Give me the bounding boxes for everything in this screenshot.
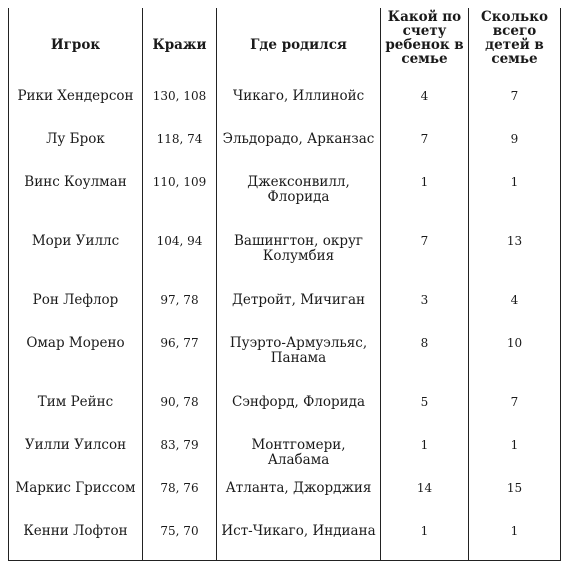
siblings-total-value: 7: [469, 82, 561, 125]
birthplace-value: Вашингтон, округ Колумбия: [217, 227, 381, 286]
birthplace-value: Сэнфорд, Флорида: [217, 388, 381, 431]
table-row: [9, 388, 561, 431]
steals-value: 90, 78: [143, 388, 217, 431]
birth-order-value: 1: [381, 517, 469, 561]
table-row: [9, 227, 561, 286]
steals-value: 97, 78: [143, 286, 217, 329]
players-table: [8, 8, 561, 561]
header-player: Игрок: [9, 8, 143, 82]
player-name: Омар Морено: [9, 329, 143, 388]
siblings-total-value: 1: [469, 517, 561, 561]
birthplace-value: Эльдорадо, Арканзас: [217, 125, 381, 168]
siblings-total-value: 15: [469, 474, 561, 517]
steals-value: 96, 77: [143, 329, 217, 388]
player-name: Маркис Гриссом: [9, 474, 143, 517]
steals-value: 130, 108: [143, 82, 217, 125]
table-row: [9, 125, 561, 168]
player-name: Уилли Уилсон: [9, 431, 143, 474]
header-steals: Кражи: [143, 8, 217, 82]
player-name: Лу Брок: [9, 125, 143, 168]
table-row: [9, 517, 561, 561]
birth-order-value: 14: [381, 474, 469, 517]
siblings-total-value: 7: [469, 388, 561, 431]
header-row: [9, 8, 561, 82]
birthplace-value: Пуэрто-Армуэльяс, Панама: [217, 329, 381, 388]
birthplace-value: Ист-Чикаго, Индиана: [217, 517, 381, 561]
siblings-total-value: 1: [469, 168, 561, 227]
birth-order-value: 4: [381, 82, 469, 125]
birth-order-value: 1: [381, 431, 469, 474]
birthplace-value: Монтгомери, Алабама: [217, 431, 381, 474]
steals-value: 104, 94: [143, 227, 217, 286]
table-row: [9, 286, 561, 329]
siblings-total-value: 9: [469, 125, 561, 168]
siblings-total-value: 13: [469, 227, 561, 286]
birth-order-value: 7: [381, 125, 469, 168]
steals-value: 78, 76: [143, 474, 217, 517]
header-siblings-total: Сколько всего детей в семье: [469, 8, 561, 82]
birth-order-value: 3: [381, 286, 469, 329]
table-row: [9, 82, 561, 125]
birth-order-value: 1: [381, 168, 469, 227]
table-row: [9, 168, 561, 227]
header-birthplace: Где родился: [217, 8, 381, 82]
table-row: [9, 474, 561, 517]
steals-value: 83, 79: [143, 431, 217, 474]
birth-order-value: 8: [381, 329, 469, 388]
birthplace-value: Чикаго, Иллинойс: [217, 82, 381, 125]
birth-order-value: 5: [381, 388, 469, 431]
player-name: Рон Лефлор: [9, 286, 143, 329]
player-name: Винс Коулман: [9, 168, 143, 227]
steals-value: 75, 70: [143, 517, 217, 561]
header-birth-order: Какой по счету ребенок в семье: [381, 8, 469, 82]
player-name: Кенни Лофтон: [9, 517, 143, 561]
player-name: Мори Уиллс: [9, 227, 143, 286]
player-name: Тим Рейнс: [9, 388, 143, 431]
table-row: [9, 431, 561, 474]
siblings-total-value: 4: [469, 286, 561, 329]
steals-value: 110, 109: [143, 168, 217, 227]
siblings-total-value: 10: [469, 329, 561, 388]
birthplace-value: Детройт, Мичиган: [217, 286, 381, 329]
siblings-total-value: 1: [469, 431, 561, 474]
player-name: Рики Хендерсон: [9, 82, 143, 125]
birthplace-value: Джексонвилл, Флорида: [217, 168, 381, 227]
birth-order-value: 7: [381, 227, 469, 286]
birthplace-value: Атланта, Джорджия: [217, 474, 381, 517]
steals-value: 118, 74: [143, 125, 217, 168]
table-row: [9, 329, 561, 388]
